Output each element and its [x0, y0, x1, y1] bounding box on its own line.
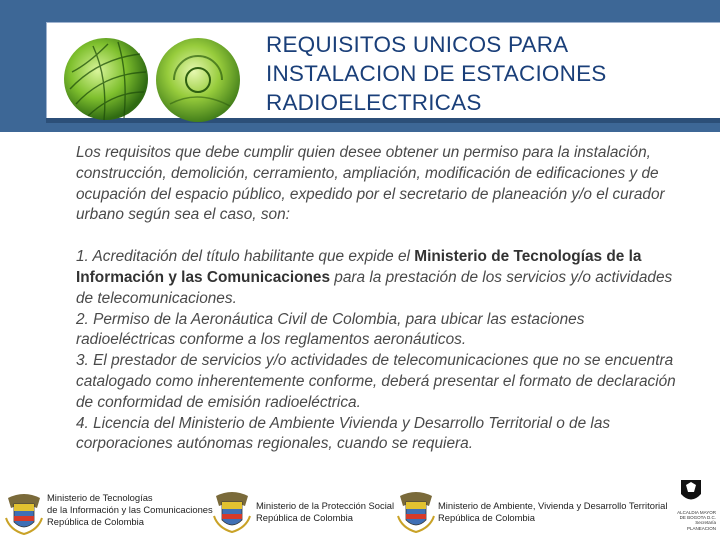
bogota-seal-icon	[678, 476, 704, 506]
ministry-social-label	[256, 500, 394, 524]
bogota-seal-caption-line: DE BOGOTA D.C.	[679, 515, 716, 521]
requirement-item-2: 2. Permiso de la Aeronáutica Civil de Colombia, para ubicar las estaciones radioeléctricas conforme a los reglamentos aeronáuticos.	[76, 310, 585, 349]
ministry-tic-line2: de la Información y las Comunicaciones	[47, 504, 213, 515]
bogota-seal-caption	[658, 510, 716, 531]
slide-title-line: RADIOELECTRICAS	[266, 90, 482, 115]
requirements-content	[76, 143, 686, 455]
requirement-1-suffix: para la prestación de los servicios y/o actividades de telecomunicaciones.	[76, 268, 673, 307]
ministry-name-bold: Ministerio de Tecnologías de la Información y las Comunicaciones	[76, 248, 642, 286]
bogota-seal-caption-line: PLANEACION	[686, 525, 716, 531]
requirement-item-1	[76, 247, 686, 309]
footer-logos	[0, 462, 720, 540]
ministry-social-line2: República de Colombia	[256, 512, 353, 523]
bogota-seal-caption-line: Secretaría	[695, 520, 716, 526]
ministry-tic-line3: República de Colombia	[47, 516, 144, 527]
green-leaf-sphere-icon	[150, 34, 246, 126]
colombia-coat-of-arms-icon	[396, 486, 436, 534]
bogota-seal-caption-line: ALCALDIA MAYOR	[677, 510, 716, 515]
requirement-item-4: 4. Licencia del Ministerio de Ambiente Vivienda y Desarrollo Territorial o de las corporaciones autónomas regionales, cuando se requiera.	[76, 414, 611, 453]
requirement-1-prefix: 1. Acreditación del título habilitante que expide el	[76, 248, 415, 266]
requirement-item-3: 3. El prestador de servicios y/o actividades de telecomunicaciones que no se encuentra catalogado como inherentemente conforme, deberá presentar el formato de declaración de conformidad de emisión radioeléctrica.	[76, 352, 676, 411]
slide-title-line: REQUISITOS UNICOS PARA	[266, 32, 569, 57]
ministry-tic-label	[47, 492, 213, 528]
intro-paragraph: Los requisitos que debe cumplir quien desee obtener un permiso para la instalación, construcción, demolición, cerramiento, ampliación, modificación de edificaciones y de ocupación del espacio público, expedido por el secretario de planeación y/o el curador urbano según sea el caso, son:	[76, 144, 665, 224]
slide-title	[266, 30, 706, 117]
colombia-coat-of-arms-icon	[212, 486, 252, 534]
ministry-social-line1: Ministerio de la Protección Social	[256, 500, 395, 511]
slide-title-line: INSTALACION DE ESTACIONES	[266, 61, 607, 86]
ministry-environment-line2: República de Colombia	[438, 512, 535, 523]
green-leaf-sphere-icon	[58, 34, 158, 124]
colombia-coat-of-arms-icon	[4, 488, 44, 536]
ministry-environment-line1: Ministerio de Ambiente, Vivienda y Desarrollo Territorial	[438, 500, 668, 511]
ministry-environment-label	[438, 500, 667, 524]
ministry-tic-line1: Ministerio de Tecnologías	[47, 492, 153, 503]
